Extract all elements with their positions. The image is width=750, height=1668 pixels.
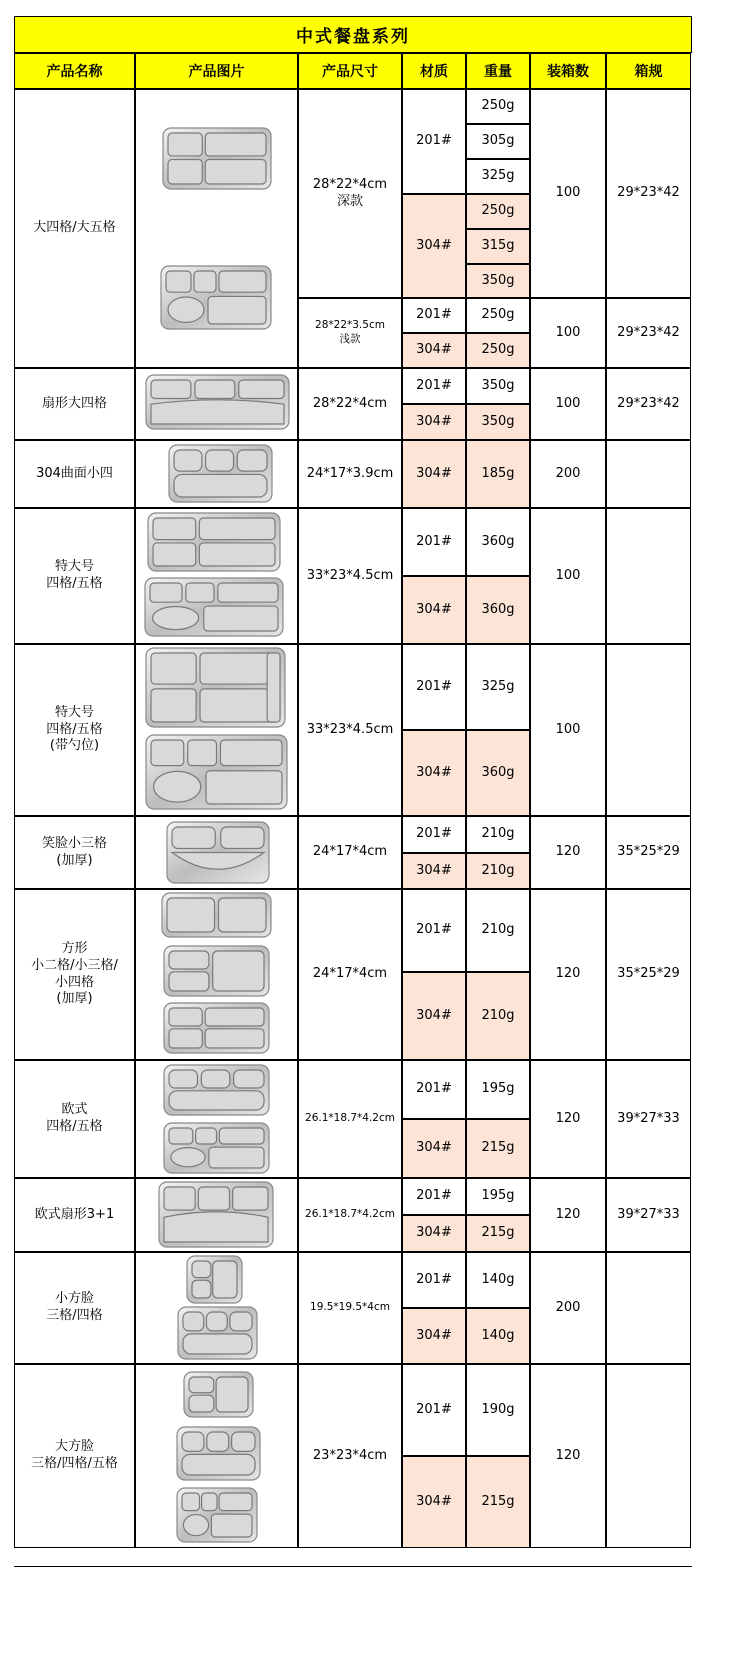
weight-cell: 250g (466, 333, 530, 368)
material-cell: 201# (402, 508, 466, 576)
carton-quantity-cell: 100 (530, 368, 606, 440)
product-name-cell: 方形 小二格/小三格/ 小四格 (加厚) (14, 889, 135, 1060)
material-cell: 304# (402, 440, 466, 508)
column-header: 材质 (402, 53, 466, 89)
product-name-cell: 大四格/大五格 (14, 89, 135, 368)
compartment-tray-image (163, 1122, 270, 1174)
carton-quantity-cell: 120 (530, 1364, 606, 1548)
weight-cell: 195g (466, 1060, 530, 1119)
column-header: 箱规 (606, 53, 691, 89)
carton-quantity-cell: 100 (530, 298, 606, 368)
carton-quantity-cell: 100 (530, 508, 606, 644)
weight-cell: 140g (466, 1308, 530, 1364)
weight-cell: 250g (466, 194, 530, 229)
column-header: 产品名称 (14, 53, 135, 89)
product-size-cell: 26.1*18.7*4.2cm (298, 1060, 402, 1178)
material-cell: 304# (402, 1215, 466, 1252)
material-cell: 201# (402, 298, 466, 333)
material-cell: 304# (402, 730, 466, 816)
material-cell: 201# (402, 1252, 466, 1308)
weight-cell: 210g (466, 972, 530, 1060)
weight-cell: 350g (466, 368, 530, 404)
product-size-cell: 28*22*4cm (298, 368, 402, 440)
weight-cell: 315g (466, 229, 530, 264)
material-cell: 304# (402, 1119, 466, 1178)
weight-cell: 250g (466, 298, 530, 333)
compartment-tray-image (163, 1064, 270, 1116)
catalog-title: 中式餐盘系列 (14, 16, 692, 53)
carton-size-cell: 29*23*42 (606, 89, 691, 298)
material-cell: 201# (402, 1060, 466, 1119)
weight-cell: 215g (466, 1456, 530, 1548)
compartment-tray-image (158, 1181, 274, 1248)
material-cell: 201# (402, 1364, 466, 1456)
product-name-cell: 大方脸 三格/四格/五格 (14, 1364, 135, 1548)
material-cell: 201# (402, 889, 466, 972)
compartment-tray-image (183, 1371, 254, 1418)
material-cell: 304# (402, 404, 466, 440)
material-cell: 304# (402, 972, 466, 1060)
carton-quantity-cell: 120 (530, 816, 606, 889)
material-cell: 304# (402, 1308, 466, 1364)
carton-quantity-cell: 200 (530, 1252, 606, 1364)
product-name-cell: 扇形大四格 (14, 368, 135, 440)
compartment-tray-image (163, 1002, 270, 1054)
material-cell: 304# (402, 1456, 466, 1548)
material-cell: 201# (402, 644, 466, 730)
weight-cell: 215g (466, 1215, 530, 1252)
weight-cell: 305g (466, 124, 530, 159)
footer-divider (14, 1566, 692, 1567)
compartment-tray-image (147, 512, 281, 572)
compartment-tray-image (144, 577, 284, 637)
carton-size-cell (606, 440, 691, 508)
material-cell: 201# (402, 816, 466, 853)
product-size-cell: 33*23*4.5cm (298, 644, 402, 816)
product-size-cell: 33*23*4.5cm (298, 508, 402, 644)
carton-quantity-cell: 120 (530, 1178, 606, 1252)
compartment-tray-image (186, 1255, 243, 1304)
weight-cell: 360g (466, 576, 530, 644)
product-size-cell: 24*17*4cm (298, 889, 402, 1060)
compartment-tray-image (145, 374, 290, 430)
product-size-cell: 24*17*3.9cm (298, 440, 402, 508)
carton-size-cell: 29*23*42 (606, 368, 691, 440)
product-name-cell: 欧式扇形3+1 (14, 1178, 135, 1252)
carton-quantity-cell: 200 (530, 440, 606, 508)
material-cell: 201# (402, 1178, 466, 1215)
product-size-cell: 23*23*4cm (298, 1364, 402, 1548)
carton-size-cell (606, 1252, 691, 1364)
compartment-tray-image (176, 1426, 261, 1481)
weight-cell: 360g (466, 730, 530, 816)
material-cell: 304# (402, 333, 466, 368)
product-name-cell: 304曲面小四 (14, 440, 135, 508)
carton-size-cell: 35*25*29 (606, 889, 691, 1060)
material-cell: 201# (402, 368, 466, 404)
material-cell: 201# (402, 89, 466, 194)
weight-cell: 140g (466, 1252, 530, 1308)
product-name-cell: 小方脸 三格/四格 (14, 1252, 135, 1364)
compartment-tray-image (160, 265, 272, 330)
compartment-tray-image (162, 127, 272, 190)
weight-cell: 185g (466, 440, 530, 508)
carton-quantity-cell: 120 (530, 1060, 606, 1178)
material-cell: 304# (402, 576, 466, 644)
weight-cell: 190g (466, 1364, 530, 1456)
weight-cell: 195g (466, 1178, 530, 1215)
carton-size-cell: 39*27*33 (606, 1060, 691, 1178)
compartment-tray-image (145, 647, 286, 728)
weight-cell: 210g (466, 816, 530, 853)
weight-cell: 350g (466, 404, 530, 440)
compartment-tray-image (163, 945, 270, 997)
column-header: 产品图片 (135, 53, 298, 89)
carton-size-cell (606, 644, 691, 816)
product-size-cell: 28*22*3.5cm 浅款 (298, 298, 402, 368)
carton-quantity-cell: 100 (530, 644, 606, 816)
compartment-tray-image (145, 734, 288, 810)
weight-cell: 350g (466, 264, 530, 298)
product-name-cell: 特大号 四格/五格 (14, 508, 135, 644)
product-name-cell: 特大号 四格/五格 (带勺位) (14, 644, 135, 816)
column-header: 装箱数 (530, 53, 606, 89)
weight-cell: 360g (466, 508, 530, 576)
column-header: 重量 (466, 53, 530, 89)
weight-cell: 210g (466, 853, 530, 889)
column-header: 产品尺寸 (298, 53, 402, 89)
weight-cell: 210g (466, 889, 530, 972)
carton-size-cell: 39*27*33 (606, 1178, 691, 1252)
product-size-cell: 26.1*18.7*4.2cm (298, 1178, 402, 1252)
compartment-tray-image (177, 1306, 258, 1360)
carton-quantity-cell: 100 (530, 89, 606, 298)
product-name-cell: 笑脸小三格 (加厚) (14, 816, 135, 889)
weight-cell: 215g (466, 1119, 530, 1178)
compartment-tray-image (176, 1487, 258, 1543)
carton-size-cell: 35*25*29 (606, 816, 691, 889)
carton-quantity-cell: 120 (530, 889, 606, 1060)
carton-size-cell (606, 1364, 691, 1548)
product-size-cell: 24*17*4cm (298, 816, 402, 889)
product-size-cell: 19.5*19.5*4cm (298, 1252, 402, 1364)
material-cell: 304# (402, 853, 466, 889)
weight-cell: 250g (466, 89, 530, 124)
product-size-cell: 28*22*4cm 深款 (298, 89, 402, 298)
carton-size-cell (606, 508, 691, 644)
compartment-tray-image (166, 821, 270, 884)
weight-cell: 325g (466, 644, 530, 730)
compartment-tray-image (161, 892, 272, 938)
compartment-tray-image (168, 444, 273, 503)
weight-cell: 325g (466, 159, 530, 194)
carton-size-cell: 29*23*42 (606, 298, 691, 368)
product-name-cell: 欧式 四格/五格 (14, 1060, 135, 1178)
material-cell: 304# (402, 194, 466, 298)
